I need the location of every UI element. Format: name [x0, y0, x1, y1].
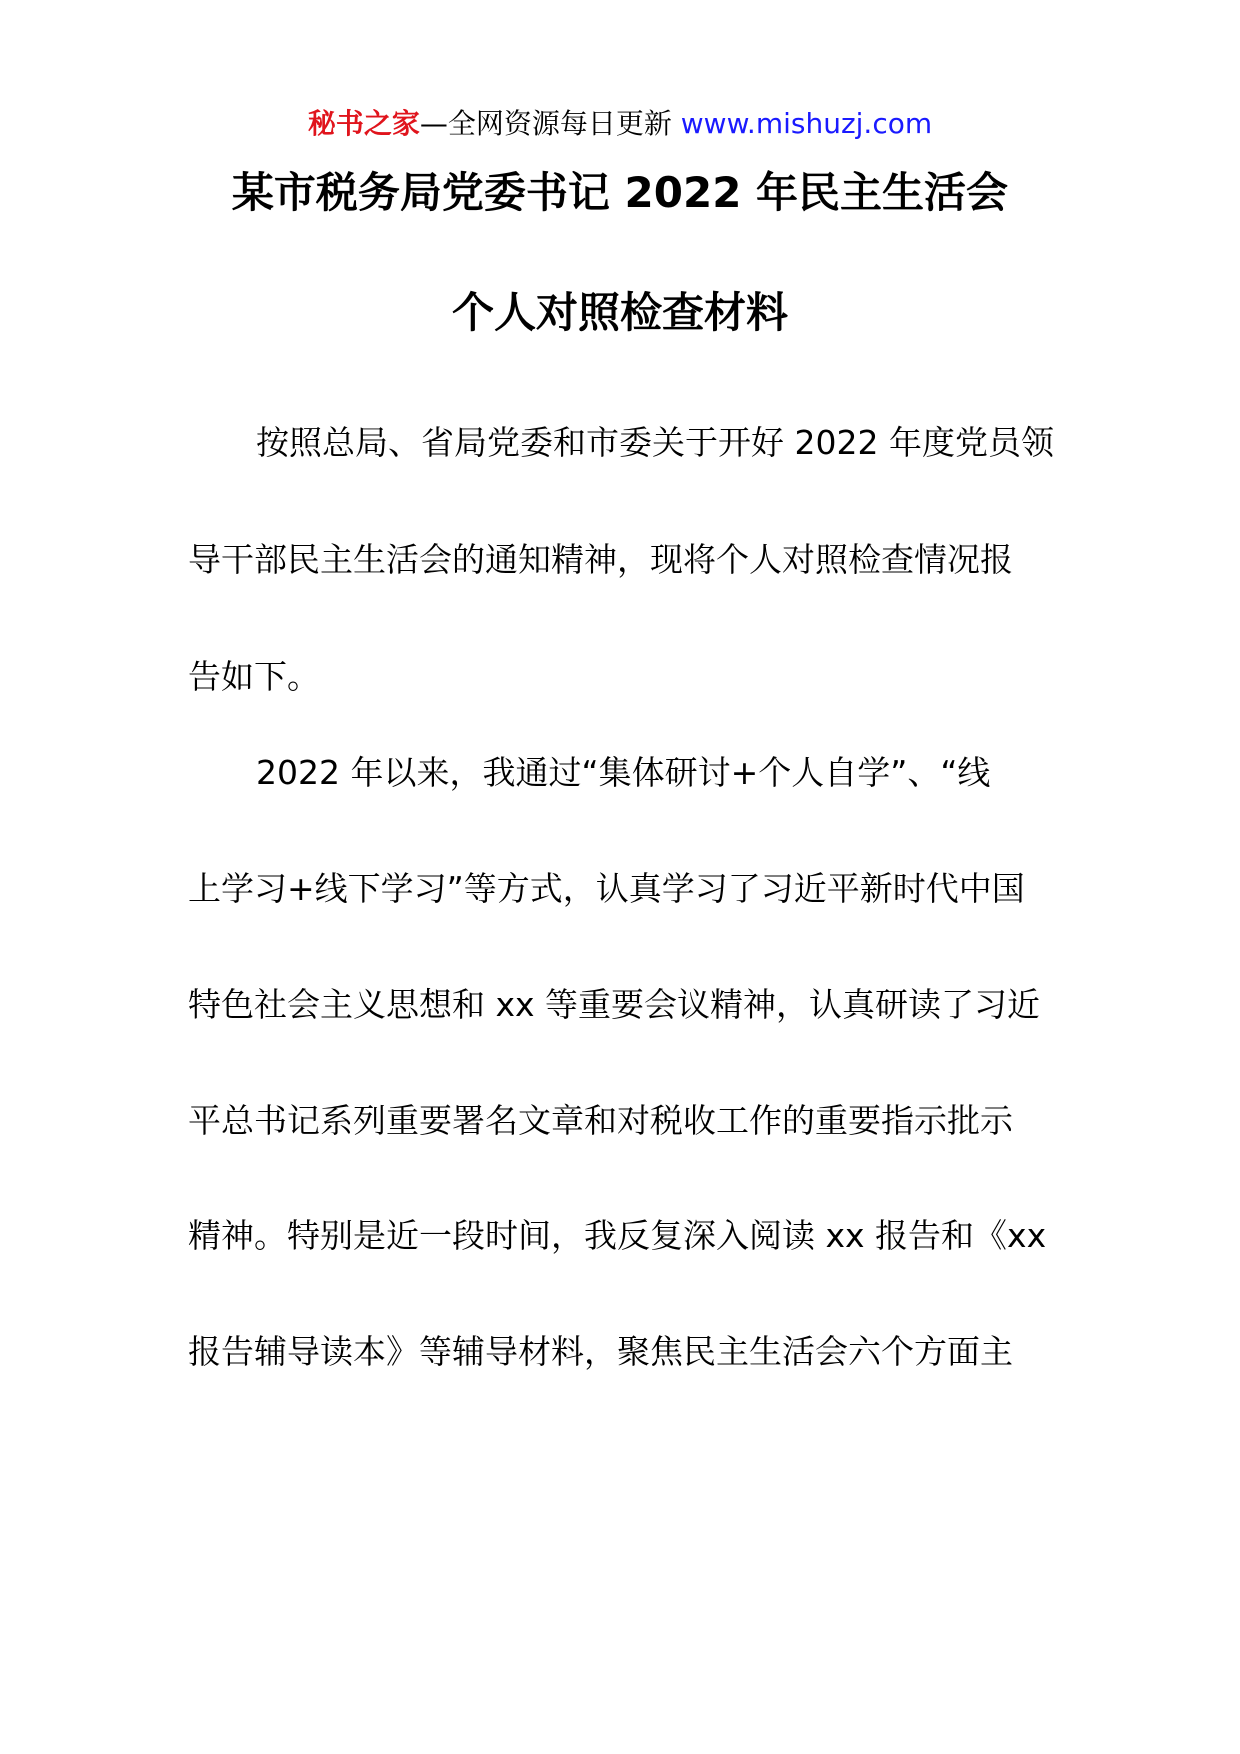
body-line-5: 上学习+线下学习”等方式，认真学习了习近平新时代中国	[188, 869, 1025, 908]
body-line-4: 2022 年以来，我通过“集体研讨+个人自学”、“线	[256, 753, 991, 792]
body-line-3: 告如下。	[188, 657, 320, 696]
body-line-2: 导干部民主生活会的通知精神，现将个人对照检查情况报	[188, 540, 1013, 579]
body-line-8: 精神。特别是近一段时间，我反复深入阅读 xx 报告和《xx	[188, 1216, 1047, 1255]
website-link[interactable]: www.mishuzj.com	[680, 107, 933, 140]
body-line-6: 特色社会主义思想和 xx 等重要会议精神，认真研读了习近	[188, 985, 1041, 1024]
document-title-line-2: 个人对照检查材料	[451, 288, 788, 337]
document-title-line-1: 某市税务局党委书记 2022 年民主生活会	[231, 168, 1009, 217]
body-line-1: 按照总局、省局党委和市委关于开好 2022 年度党员领	[256, 423, 1054, 462]
brand-name: 秘书之家	[307, 107, 420, 140]
header-tagline: —全网资源每日更新	[419, 107, 681, 140]
watermark-header	[0, 104, 1240, 144]
body-line-9: 报告辅导读本》等辅导材料，聚焦民主生活会六个方面主	[188, 1332, 1013, 1371]
body-line-7: 平总书记系列重要署名文章和对税收工作的重要指示批示	[188, 1101, 1013, 1140]
